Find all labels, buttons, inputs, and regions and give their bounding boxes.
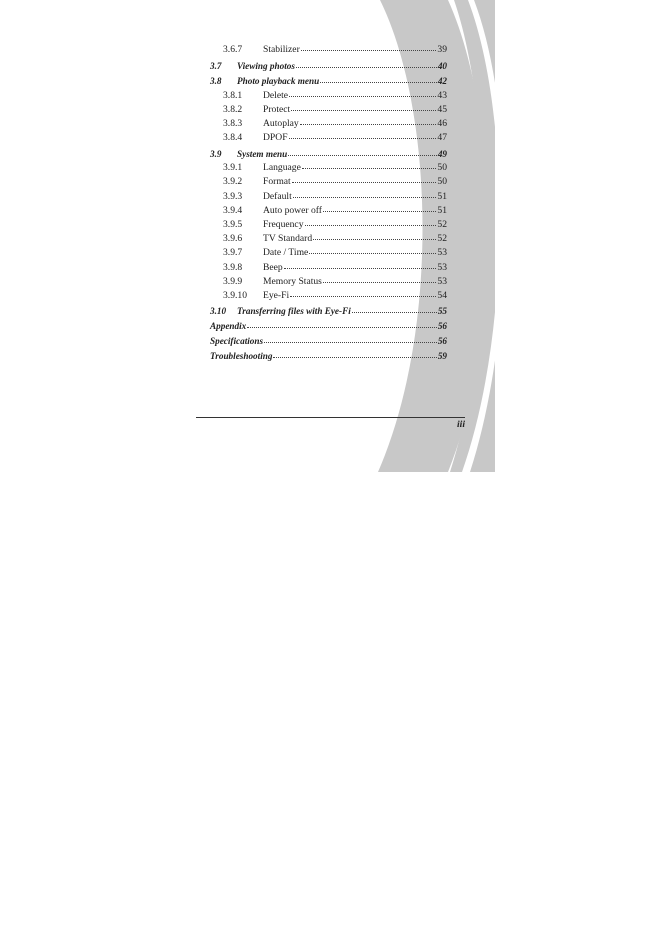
toc-entry-page: 46 (437, 118, 447, 130)
toc-entry-title: Frequency (263, 218, 304, 230)
toc-entry-page: 45 (437, 103, 447, 115)
toc-entry-page: 56 (437, 336, 447, 347)
toc-entry-number: 3.9.6 (223, 233, 243, 245)
toc-entry-page: 59 (437, 351, 447, 362)
toc-entry-title: Eye-Fi (263, 289, 290, 301)
toc-entry[interactable] (210, 43, 447, 57)
toc-entry-title: Appendix (210, 321, 247, 332)
toc-entry-number: 3.8.2 (223, 103, 243, 115)
toc-entry-title: Default (263, 190, 292, 202)
toc-entry-page: 50 (437, 176, 447, 188)
toc-entry[interactable] (210, 161, 447, 175)
toc-entry-page: 42 (437, 76, 447, 87)
toc-entry-page: 54 (437, 289, 447, 301)
toc-entry-page: 43 (437, 89, 447, 101)
toc-entry-title: Stabilizer (263, 44, 300, 55)
toc-entry-number: 3.9.7 (223, 247, 243, 259)
dot-leader (320, 76, 437, 84)
dot-leader (313, 233, 436, 241)
dot-leader (323, 205, 436, 213)
dot-leader (290, 290, 436, 298)
toc-entry-page: 50 (437, 162, 447, 174)
dot-leader (300, 118, 437, 126)
toc-entry[interactable] (210, 246, 447, 260)
toc-entry-title: Language (263, 162, 301, 174)
dot-leader (264, 336, 437, 344)
dot-leader (293, 191, 437, 199)
dot-leader (305, 219, 437, 227)
toc-entry[interactable] (210, 218, 447, 232)
toc-entry[interactable] (210, 204, 447, 218)
table-of-contents (210, 43, 447, 364)
dot-leader (273, 351, 436, 359)
toc-entry[interactable] (210, 131, 447, 145)
toc-entry-number: 3.9.10 (223, 289, 247, 301)
toc-entry-title: Transferring files with Eye-Fi (237, 306, 351, 317)
toc-entry[interactable] (210, 349, 447, 363)
toc-entry-page: 53 (437, 275, 447, 287)
footer-page-number: iii (457, 419, 465, 430)
toc-entry-number: 3.6.7 (223, 44, 243, 55)
toc-entry-title: Delete (263, 89, 289, 101)
toc-entry[interactable] (210, 175, 447, 189)
toc-entry-number: 3.9.2 (223, 176, 243, 188)
toc-entry-page: 56 (437, 321, 447, 332)
toc-entry-page: 53 (437, 247, 447, 259)
toc-entry-number: 3.9 (210, 148, 222, 159)
toc-entry-number: 3.7 (210, 60, 222, 71)
toc-entry-page: 53 (437, 261, 447, 273)
toc-entry[interactable] (210, 74, 447, 88)
toc-entry-title: Specifications (210, 336, 264, 347)
toc-entry-page: 49 (437, 148, 447, 159)
toc-entry[interactable] (210, 304, 447, 318)
toc-entry-number: 3.10 (210, 306, 227, 317)
dot-leader (292, 176, 437, 184)
dot-leader (247, 321, 437, 329)
toc-entry-title: Viewing photos (237, 60, 295, 71)
toc-entry-title: Beep (263, 261, 283, 273)
toc-entry-number: 3.8.3 (223, 118, 243, 130)
toc-entry-number: 3.8.1 (223, 89, 243, 101)
dot-leader (352, 306, 437, 314)
toc-entry-page: 52 (437, 233, 447, 245)
toc-entry[interactable] (210, 117, 447, 131)
toc-entry-title: Photo playback menu (237, 76, 320, 87)
dot-leader (309, 247, 436, 255)
toc-entry-title: Memory Status (263, 275, 322, 287)
dot-leader (301, 44, 437, 52)
toc-entry[interactable] (210, 190, 447, 204)
toc-entry-number: 3.9.3 (223, 190, 243, 202)
toc-entry-number: 3.9.1 (223, 162, 243, 174)
toc-entry-number: 3.8.4 (223, 132, 243, 144)
toc-entry-title: Autoplay (263, 118, 299, 130)
dot-leader (288, 149, 437, 157)
footer-rule (196, 417, 465, 418)
toc-entry-page: 47 (437, 132, 447, 144)
toc-entry[interactable] (210, 334, 447, 348)
toc-entry-page: 39 (437, 44, 447, 55)
toc-entry-number: 3.9.5 (223, 218, 243, 230)
toc-entry-page: 51 (437, 190, 447, 202)
toc-entry-title: System menu (237, 148, 288, 159)
dot-leader (291, 104, 436, 112)
toc-entry[interactable] (210, 147, 447, 161)
toc-entry-title: DPOF (263, 132, 288, 144)
toc-entry[interactable] (210, 289, 447, 303)
toc-entry-title: TV Standard (263, 233, 313, 245)
dot-leader (302, 162, 437, 170)
toc-entry-number: 3.9.4 (223, 204, 243, 216)
toc-entry[interactable] (210, 319, 447, 333)
toc-entry-title: Protect (263, 103, 291, 115)
toc-entry-number: 3.9.9 (223, 275, 243, 287)
dot-leader (284, 262, 437, 270)
toc-entry-title: Format (263, 176, 291, 188)
dot-leader (296, 61, 437, 69)
toc-entry[interactable] (210, 59, 447, 73)
toc-entry-title: Auto power off (263, 204, 322, 216)
toc-entry-title: Troubleshooting (210, 351, 273, 362)
toc-entry-page: 52 (437, 218, 447, 230)
toc-entry[interactable] (210, 261, 447, 275)
toc-entry-page: 51 (437, 204, 447, 216)
toc-entry-page: 40 (437, 60, 447, 71)
toc-entry[interactable] (210, 232, 447, 246)
toc-entry-title: Date / Time (263, 247, 309, 259)
dot-leader (323, 276, 437, 284)
toc-entry-number: 3.8 (210, 76, 222, 87)
toc-entry-page: 55 (437, 306, 447, 317)
dot-leader (289, 132, 437, 140)
toc-entry[interactable] (210, 103, 447, 117)
toc-entry[interactable] (210, 89, 447, 103)
dot-leader (289, 90, 436, 98)
toc-entry[interactable] (210, 275, 447, 289)
toc-entry-number: 3.9.8 (223, 261, 243, 273)
